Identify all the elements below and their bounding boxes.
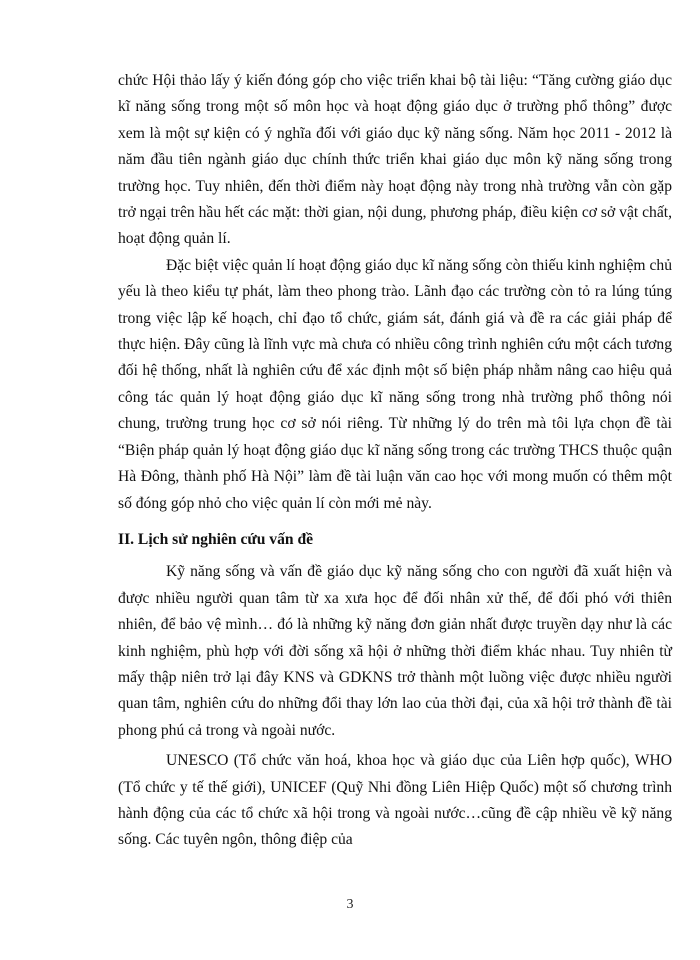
- body-paragraph: chức Hội thảo lấy ý kiến đóng góp cho việc triển khai bộ tài liệu: “Tăng cường giáo dục kĩ năng sống trong một số môn học và hoạt động giáo dục ở trường phổ thông” được xem là một sự kiện có ý nghĩa đối với giáo dục kỹ năng sống. Năm học 2011 - 2012 là năm đầu tiên ngành giáo dục chính thức triển khai giáo dục môn kỹ năng sống trong trường học. Tuy nhiên, đến thời điểm này hoạt động này trong nhà trường vẫn còn gặp trở ngại trên hầu hết các mặt: thời gian, nội dung, phương pháp, điều kiện cơ sở vật chất, hoạt động quản lí.: [118, 72, 672, 248]
- body-paragraph: Đặc biệt việc quản lí hoạt động giáo dục kĩ năng sống còn thiếu kinh nghiệm chủ yếu là theo kiểu tự phát, làm theo phong trào. Lãnh đạo các trường còn tỏ ra lúng túng trong việc lập kế hoạch, chỉ đạo tổ chức, giám sát, đánh giá và đề ra các giải pháp để thực hiện. Đây cũng là lĩnh vực mà chưa có nhiều công trình nghiên cứu một cách tương đối hệ thống, nhất là nghiên cứu để xác định một số biện pháp nhằm nâng cao hiệu quả công tác quản lý hoạt động giáo dục kĩ năng sống trong nhà trường phổ thông nói chung, trường trung học cơ sở nói riêng. Từ những lý do trên mà tôi lựa chọn đề tài “Biện pháp quản lý hoạt động giáo dục kĩ năng sống trong các trường THCS thuộc quận Hà Đông, thành phố Hà Nội” làm đề tài luận văn cao học với mong muốn có thêm một số đóng góp nhỏ cho việc quản lí còn mới mẻ này.: [118, 256, 672, 512]
- body-paragraph: Kỹ năng sống và vấn đề giáo dục kỹ năng sống cho con người đã xuất hiện và được nhiều người quan tâm từ xa xưa học để đối nhân xử thế, để đối phó với thiên nhiên, để bảo vệ mình… đó là những kỹ năng đơn giản nhất được truyền dạy như là các kinh nghiệm, phù hợp với đời sống xã hội ở những thời điểm khác nhau. Tuy nhiên từ mấy thập niên trở lại đây KNS và GDKNS trở thành một luồng việc được nhiều người quan tâm, nghiên cứu do những đổi thay lớn lao của thời đại, của xã hội trở thành đề tài phong phú cả trong và ngoài nước.: [118, 563, 672, 739]
- body-paragraph: UNESCO (Tổ chức văn hoá, khoa học và giáo dục của Liên hợp quốc), WHO (Tổ chức y tế thế giới), UNICEF (Quỹ Nhi đồng Liên Hiệp Quốc) một số chương trình hành động của các tổ chức xã hội trong và ngoài nước…cũng đề cập nhiều về kỹ năng sống. Các tuyên ngôn, thông điệp của: [118, 752, 672, 849]
- page-body: [118, 68, 672, 858]
- section-heading: II. Lịch sử nghiên cứu vấn đề: [118, 530, 314, 548]
- page-number: 3: [346, 897, 354, 912]
